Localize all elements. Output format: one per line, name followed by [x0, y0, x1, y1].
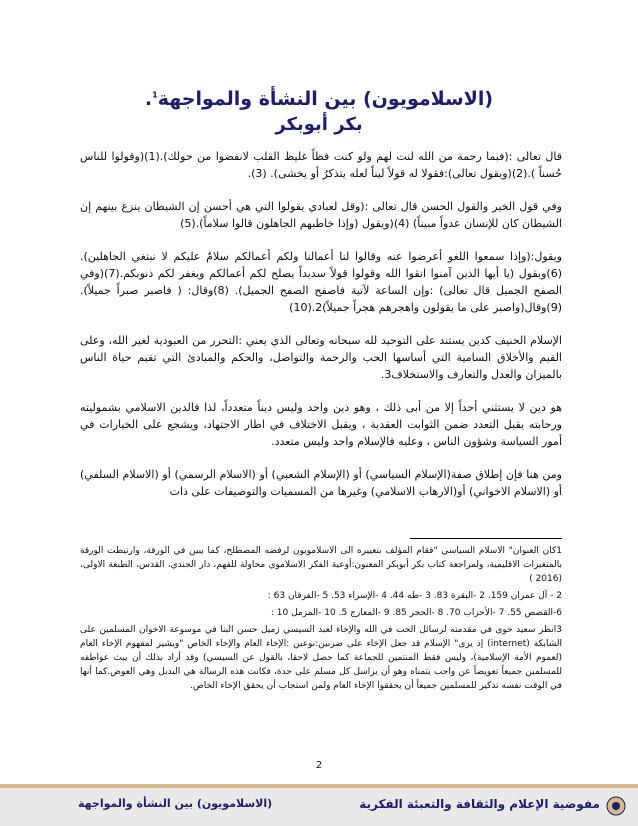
paragraph-2: وفي قول الخير والقول الحسن قال تعالى :(وقل لعبادي يقولوا التي هي أحسن إن الشيطان ينزغ بينهم إن الشيطان كان للإنسان عدواً مبيناً) (4)(ويقول (وإذا خاطبهم الجاهلون قالوا سلاماً).(5): [80, 200, 562, 230]
footnote-1: 1كان العنوان" الاسلام السياسي "فقام المؤلف بتغييره الى الاسلامويون لرفضه المصطلح، كما يبين في الورقة، وارتبطت الورقة بالمتغيرات الاقليمية، ولمراجعة كتاب بكر أبوبكر المعنون:أوعية الفكر الاسلاموي محاولة للفهم، دار الجندي، القدس، الطبعة الاولى،(2016 ): [80, 546, 562, 584]
footnote-separator: [410, 538, 562, 539]
paragraph-3: ويقول:(وإذا سمعوا اللغو أعرضوا عنه وقالوا لنا أعمالنا ولكم أعمالكم سلامٌ عليكم لا نبتغي الجاهلين).(6)ويقول (يا أيها الذين آمنوا اتقوا الله وقولوا قولاً سديداً يصلح لكم أعمالكم ويغفر لكم ذنوبكم.(7)(وفي الصفح الجميل قال تعالى) :وإن الساعة لآتية فاصفح الصفح الجميل). (8)وقال: ( فاصبر صبراً جميلاً). (9)وقال(واصبر على ما يقولون واهجرهم هجراً جميلاً)2.(10): [80, 250, 562, 314]
author-name: بكر أبوبكر: [275, 114, 363, 135]
emblem-icon: [606, 796, 626, 816]
page-title: (الاسلامويون) بين النشأة والمواجهة$^1$.: [144, 88, 494, 110]
footer-document-title: (الاسلامويون) بين النشأة والمواجهة: [78, 797, 273, 810]
footnote-3: 6-القصص 55. 7 -الأحزاب 70. 8 -الحجر 85. 9 -المعارج 5. 10 -المزمل 10 :: [270, 608, 562, 618]
paragraph-5: هو دين لا يستثني أحداً إلا من أبى ذلك ، وهو دين واحد وليس ديناً متعدداً، لذا فالدين الاسلامي بشموليته ورحابته يقبل التعدد ضمن الثوابت العقدية ، ويقبل الاختلاف في اطار الاجتهاد، ويشجع على الخيارات في أمور السياسة وشؤون الناس ، وعليه فالإسلام واحد وليس متعدد.: [80, 401, 562, 448]
footnote-4: 3انظر سعيد حوى في مقدمته لرسائل الحب في الله والإخاء لعبد السيسي زميل حسن البنا في موسوعة الاخوان المسلمين على الشابكة (internet) إذ يرى" الإسلام قد جعل الإخاء على ضربين:نوعين :الإخاء العام والإخاء الخاص "ويشير لمفهوم الإخاء العام (لعموم الأمة الإسلامية)، وليس فقط المنتمين للجماعة كما حصل لاحقا، بالقول عن السيسي) وقد أراد بذلك أن يبث عواطفه للمسلمين جميعاً تعويضاً عن واجب يتمناه وهو أن يراسل كل مسلم على حدة، فكانت هذه الرسالة هي البديل وهي العوض.كما أنها في الوقت نفسه تذكير للمسلمين جميعاً أن يحققوا الإخاء العام ولمن استجاب أن يحقق الإخاء الخاص.: [80, 625, 563, 691]
title-text: (الاسلامويون) بين النشأة والمواجهة: [157, 88, 494, 110]
paragraph-6: ومن هنا فإن إطلاق صفة(الإسلام السياسي) أو (الإسلام الشعبي) أو (الاسلام الرسمي) أو (الاسلام السلفي) أو (الاسلام الاخواني) أو(الارهاب الاسلامي) وغيرها من المسميات والتوصيفات على ذات: [80, 468, 562, 498]
body-text: [80, 148, 562, 516]
footer-accent-bar: [0, 784, 638, 788]
paragraph-1: قال تعالى :(فبما رحمة من الله لنت لهم ولو كنت فظاً غليظ القلب لانفضوا من حولك).(1)(وقولوا للناس حُسناً ).(2)(ويقول تعالى):فقولا له قولاً ليناً لعله يتذكرُ أو يخشى). (3).: [80, 150, 563, 180]
footnotes: [80, 544, 562, 696]
page-number: 2: [315, 760, 323, 771]
title-footnote-ref: 1: [152, 90, 158, 100]
footnote-2: 2 - آل عمران 159. 2 -البقرة 83. 3 -طه 44. 4 -الإسراء 53. 5 -الفرقان 63 :: [267, 591, 562, 601]
paragraph-4: الإسلام الحنيف كدين يستند على التوحيد لله سبحانه وتعالى الذي يعني :التحرر من العبودية لغير الله، وعلى القيم والأخلاق السامية التي أساسها الحب والرحمة والتواصل، والحكم والمبادئ التي تقيم حياة الناس بالميزان والعدل والتعارف والاستخلاف3.: [80, 334, 562, 381]
footer-organization: مفوضية الإعلام والثقافة والتعبئة الفكرية: [359, 797, 600, 811]
